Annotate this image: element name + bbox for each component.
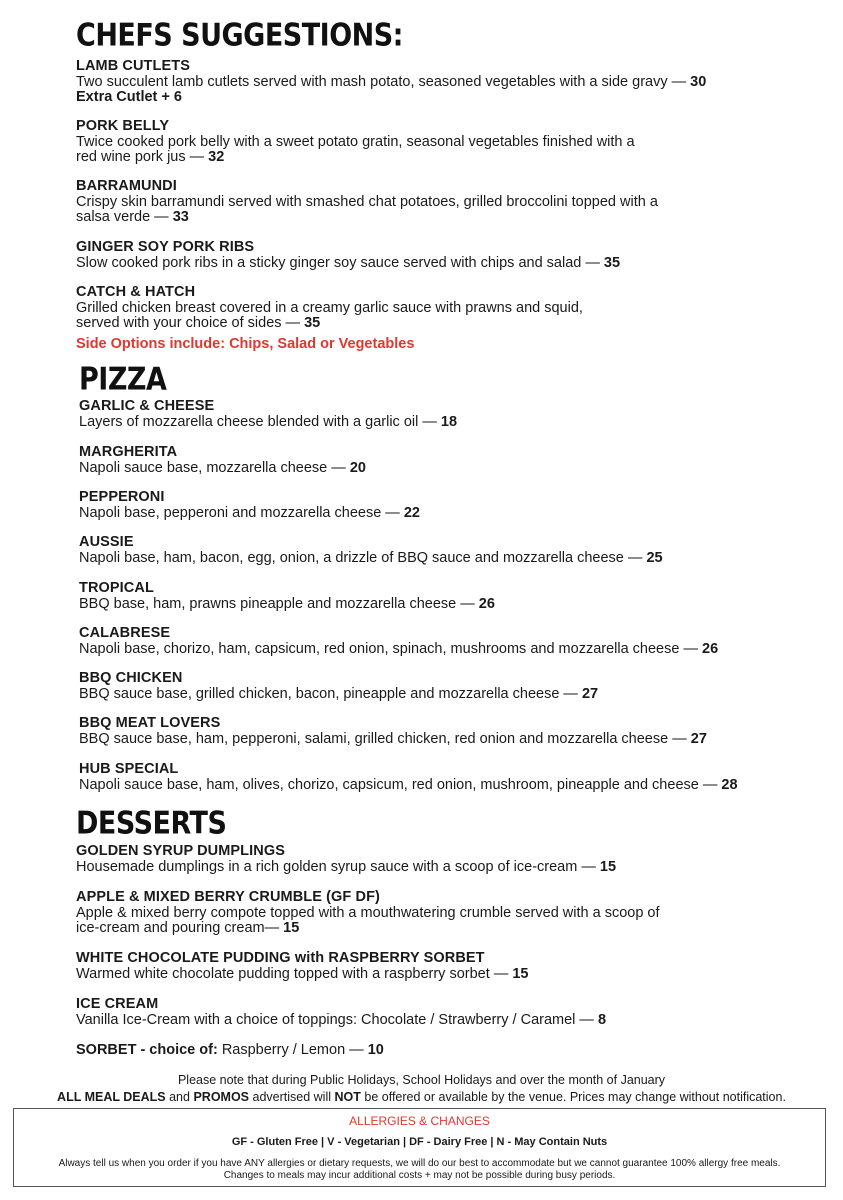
desserts-heading: DESSERTS [76, 806, 227, 842]
item-desc: Slow cooked pork ribs in a sticky ginger soy sauce served with chips and salad — [76, 254, 600, 271]
extra-price: + 6 [161, 89, 182, 105]
item-price: 28 [721, 776, 738, 793]
menu-item-hub-special [79, 762, 738, 793]
item-name: LAMB CUTLETS [76, 58, 190, 74]
chefs-suggestions-heading: CHEFS SUGGESTIONS: [76, 18, 403, 54]
menu-item-bbq-meat-lovers [79, 716, 707, 747]
item-desc-2: served with your choice of sides — [76, 315, 301, 331]
menu-item-pepperoni [79, 490, 420, 521]
allergies-box [13, 1108, 826, 1187]
extra-label: Extra Cutlet [76, 89, 158, 105]
item-name: CALABRESE [79, 625, 171, 641]
item-name: GINGER SOY PORK RIBS [76, 239, 255, 255]
item-desc: BBQ sauce base, grilled chicken, bacon, pineapple and mozzarella cheese — [79, 685, 578, 702]
item-name: ICE CREAM [76, 996, 159, 1012]
menu-item-white-chocolate-pudding [76, 951, 528, 982]
item-price: 15 [512, 965, 529, 982]
item-desc: Two succulent lamb cutlets served with mash potato, seasoned vegetables with a side gravy — [76, 73, 687, 90]
item-desc: Apple & mixed berry compote topped with a mouthwatering crumble served with a scoop of [76, 904, 660, 921]
item-price: 26 [478, 595, 495, 612]
item-name: BBQ CHICKEN [79, 670, 183, 686]
item-price: 15 [599, 858, 617, 875]
item-price: 27 [690, 730, 707, 747]
item-name: BBQ MEAT LOVERS [79, 715, 221, 731]
menu-item-golden-syrup-dumplings [76, 844, 616, 875]
item-name: PORK BELLY [76, 118, 170, 134]
item-price: 20 [349, 459, 366, 476]
item-desc: BBQ sauce base, ham, pepperoni, salami, grilled chicken, red onion and mozzarella cheese — [79, 730, 687, 747]
item-price: 22 [403, 504, 420, 521]
allergy-disclaimer: Always tell us when you order if you have ANY allergies or dietary requests, we will do our best to accommodate but we cannot guarantee 100% allergy free meals. Changes to meals may incur additional costs + may not be possible during busy periods. [58, 1158, 781, 1181]
item-price: 33 [172, 209, 189, 225]
menu-item-apple-berry-crumble [76, 890, 660, 937]
holiday-notice-line1: Please note that during Public Holidays, School Holidays and over the month of January [177, 1073, 666, 1087]
item-price: 35 [304, 315, 321, 331]
item-desc-2: ice-cream and pouring cream— [76, 920, 280, 936]
menu-item-margherita [79, 445, 366, 476]
item-desc: Warmed white chocolate pudding topped with a raspberry sorbet — [76, 965, 509, 982]
holiday-notice-line2: ALL MEAL DEALS and PROMOS advertised will NOT be offered or available by the venue. Prices may change without notification. [57, 1090, 786, 1104]
item-price: 30 [690, 73, 707, 90]
item-price: 10 [367, 1042, 384, 1058]
item-desc: Napoli base, pepperoni and mozzarella cheese — [79, 504, 400, 521]
item-price: 15 [283, 920, 300, 936]
menu-item-calabrese [79, 626, 718, 657]
menu-item-ginger-soy-pork-ribs [76, 240, 620, 271]
menu-item-garlic-cheese [79, 399, 457, 430]
dietary-legend: GF - Gluten Free | V - Vegetarian | DF - Dairy Free | N - May Contain Nuts [231, 1136, 608, 1148]
menu-item-bbq-chicken [79, 671, 598, 702]
item-desc: Layers of mozzarella cheese blended with a garlic oil — [79, 413, 437, 430]
item-name: SORBET - choice of: [76, 1042, 218, 1058]
item-desc: Grilled chicken breast covered in a creamy garlic sauce with prawns and squid, [76, 299, 583, 316]
item-name: HUB SPECIAL [79, 761, 179, 777]
item-desc: Napoli sauce base, ham, olives, chorizo, capsicum, red onion, mushroom, pineapple and cheese — [79, 776, 718, 793]
side-options-note: Side Options include: Chips, Salad or Vegetables [76, 336, 415, 352]
menu-item-pork-belly [76, 119, 635, 166]
item-name: BARRAMUNDI [76, 178, 177, 194]
item-price: 8 [597, 1011, 607, 1028]
item-desc: BBQ base, ham, prawns pineapple and mozzarella cheese — [79, 595, 475, 612]
menu-item-aussie [79, 535, 663, 566]
item-desc: Napoli sauce base, mozzarella cheese — [79, 459, 346, 476]
item-desc-2: red wine pork jus — [76, 149, 205, 165]
pizza-heading: PIZZA [79, 362, 167, 398]
item-desc: Vanilla Ice-Cream with a choice of toppings: Chocolate / Strawberry / Caramel — [76, 1011, 594, 1028]
item-name: GOLDEN SYRUP DUMPLINGS [76, 843, 285, 859]
item-price: 35 [603, 254, 621, 271]
item-desc: Napoli base, chorizo, ham, capsicum, red onion, spinach, mushrooms and mozzarella cheese — [79, 640, 698, 657]
menu-item-barramundi [76, 179, 658, 226]
item-price: 32 [208, 149, 225, 165]
item-name: CATCH & HATCH [76, 284, 196, 300]
item-price: 26 [702, 640, 719, 657]
item-name: APPLE & MIXED BERRY CRUMBLE (GF DF) [76, 889, 380, 905]
item-desc: Raspberry / Lemon — [221, 1042, 364, 1058]
item-name: GARLIC & CHEESE [79, 398, 215, 414]
item-name: AUSSIE [79, 534, 134, 550]
item-name: MARGHERITA [79, 444, 178, 460]
item-desc: Twice cooked pork belly with a sweet potato gratin, seasonal vegetables finished with a [76, 133, 635, 150]
item-desc: Crispy skin barramundi served with smashed chat potatoes, grilled broccolini topped with a [76, 193, 658, 210]
item-desc-2: salsa verde — [76, 209, 169, 225]
item-price: 27 [581, 685, 599, 702]
item-price: 18 [440, 413, 458, 430]
item-name: WHITE CHOCOLATE PUDDING with RASPBERRY SORBET [76, 950, 485, 966]
menu-item-lamb-cutlets [76, 59, 706, 106]
menu-item-catch-and-hatch [76, 285, 583, 332]
item-name: TROPICAL [79, 580, 154, 596]
item-price: 25 [646, 549, 663, 566]
menu-item-ice-cream [76, 997, 606, 1028]
item-name: PEPPERONI [79, 489, 165, 505]
menu-item-tropical [79, 581, 495, 612]
item-desc: Housemade dumplings in a rich golden syrup sauce with a scoop of ice-cream — [76, 858, 596, 875]
item-desc: Napoli base, ham, bacon, egg, onion, a drizzle of BBQ sauce and mozzarella cheese — [79, 549, 643, 566]
allergies-title: ALLERGIES & CHANGES [349, 1114, 490, 1128]
menu-item-sorbet [76, 1043, 384, 1059]
